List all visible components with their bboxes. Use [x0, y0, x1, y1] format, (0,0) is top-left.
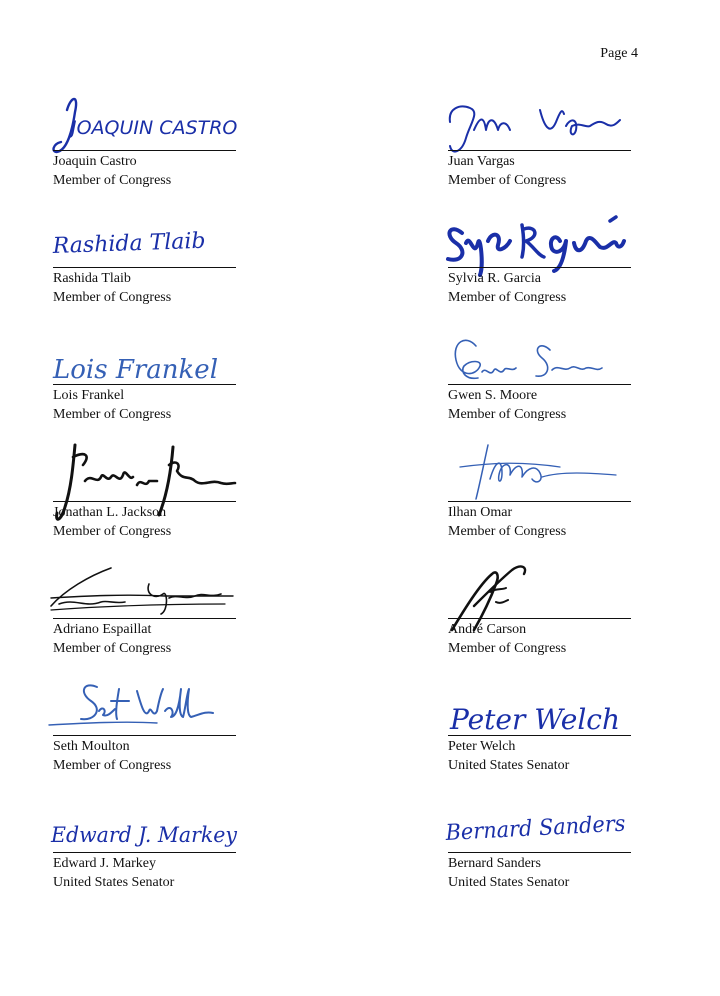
signature-vargas: [440, 86, 640, 158]
signature-block-frankel: [53, 320, 238, 432]
signature-espaillat: [45, 554, 245, 626]
signature-line: [53, 267, 236, 268]
signatory-title: Member of Congress: [448, 173, 567, 188]
signature-line: [448, 384, 631, 385]
signature-markey: [45, 788, 245, 860]
signature-line: [53, 501, 236, 502]
signatory-name: Joaquin Castro: [53, 154, 137, 169]
signature-block-moulton: [53, 671, 238, 783]
signature-block-jackson: [53, 437, 238, 549]
signature-frankel: [45, 320, 245, 392]
page-number: Page 4: [600, 46, 638, 61]
signature-block-castro: [53, 86, 238, 198]
signatory-title: Member of Congress: [53, 524, 172, 539]
signature-tlaib: [45, 203, 245, 275]
signature-line: [53, 618, 236, 619]
signature-castro: [45, 86, 245, 158]
signatory-title: United States Senator: [53, 875, 175, 890]
signature-castro-text: JOAQUIN CASTRO: [71, 117, 238, 139]
signatory-title: Member of Congress: [53, 173, 172, 188]
signature-line: [448, 267, 631, 268]
signatory-name: André Carson: [448, 622, 527, 637]
signature-sanders-text: Bernard Sanders: [445, 811, 636, 846]
signature-line: [53, 384, 236, 385]
signatory-name: Jonathan L. Jackson: [53, 505, 167, 520]
signature-block-tlaib: [53, 203, 238, 315]
signature-block-sanders: [445, 788, 636, 900]
signature-welch-text: Peter Welch: [449, 703, 620, 736]
signature-line: [448, 852, 631, 853]
signature-frankel-text: Lois Frankel: [53, 355, 219, 385]
signatory-title: Member of Congress: [448, 524, 567, 539]
signature-moore: [440, 320, 640, 392]
signature-line: [53, 735, 236, 736]
signature-block-moore: [448, 320, 633, 432]
signatory-name: Edward J. Markey: [53, 856, 157, 871]
signature-line: [448, 150, 631, 151]
signature-block-espaillat: [53, 554, 238, 666]
signatory-name: Sylvia R. Garcia: [448, 271, 541, 286]
signatory-name: Juan Vargas: [448, 154, 515, 169]
signature-garcia: [440, 203, 640, 275]
signature-block-omar: [448, 437, 633, 549]
signatory-title: Member of Congress: [448, 641, 567, 656]
signatory-title: United States Senator: [448, 758, 570, 773]
signatory-name: Lois Frankel: [53, 388, 125, 403]
signatory-name: Rashida Tlaib: [53, 271, 131, 286]
signature-block-welch: [448, 671, 633, 783]
signature-line: [448, 618, 631, 619]
signatory-title: Member of Congress: [53, 641, 172, 656]
signatory-name: Adriano Espaillat: [53, 622, 152, 637]
signatory-title: Member of Congress: [448, 290, 567, 305]
signature-block-carson: [448, 554, 633, 666]
signature-line: [448, 735, 631, 736]
signatory-name: Peter Welch: [448, 739, 516, 754]
signature-block-markey: [50, 788, 239, 900]
signature-markey-text: Edward J. Markey: [50, 823, 239, 847]
signatory-name: Seth Moulton: [53, 739, 130, 754]
signatory-name: Gwen S. Moore: [448, 388, 538, 403]
signatory-title: Member of Congress: [448, 407, 567, 422]
signature-moulton: [45, 671, 245, 743]
signature-line: [448, 501, 631, 502]
signature-block-garcia: [448, 203, 633, 315]
signatory-title: Member of Congress: [53, 290, 172, 305]
signature-line: [53, 150, 236, 151]
signatory-title: Member of Congress: [53, 758, 172, 773]
signature-welch: [440, 671, 640, 743]
signatory-title: Member of Congress: [53, 407, 172, 422]
signature-block-vargas: [448, 86, 633, 198]
signature-line: [53, 852, 236, 853]
signature-omar: [440, 437, 640, 509]
signatory-name: Bernard Sanders: [448, 856, 541, 871]
signatory-title: United States Senator: [448, 875, 570, 890]
signature-sanders: [440, 788, 640, 860]
signatory-name: Ilhan Omar: [448, 505, 513, 520]
signature-tlaib-text: Rashida Tlaib: [52, 228, 206, 259]
